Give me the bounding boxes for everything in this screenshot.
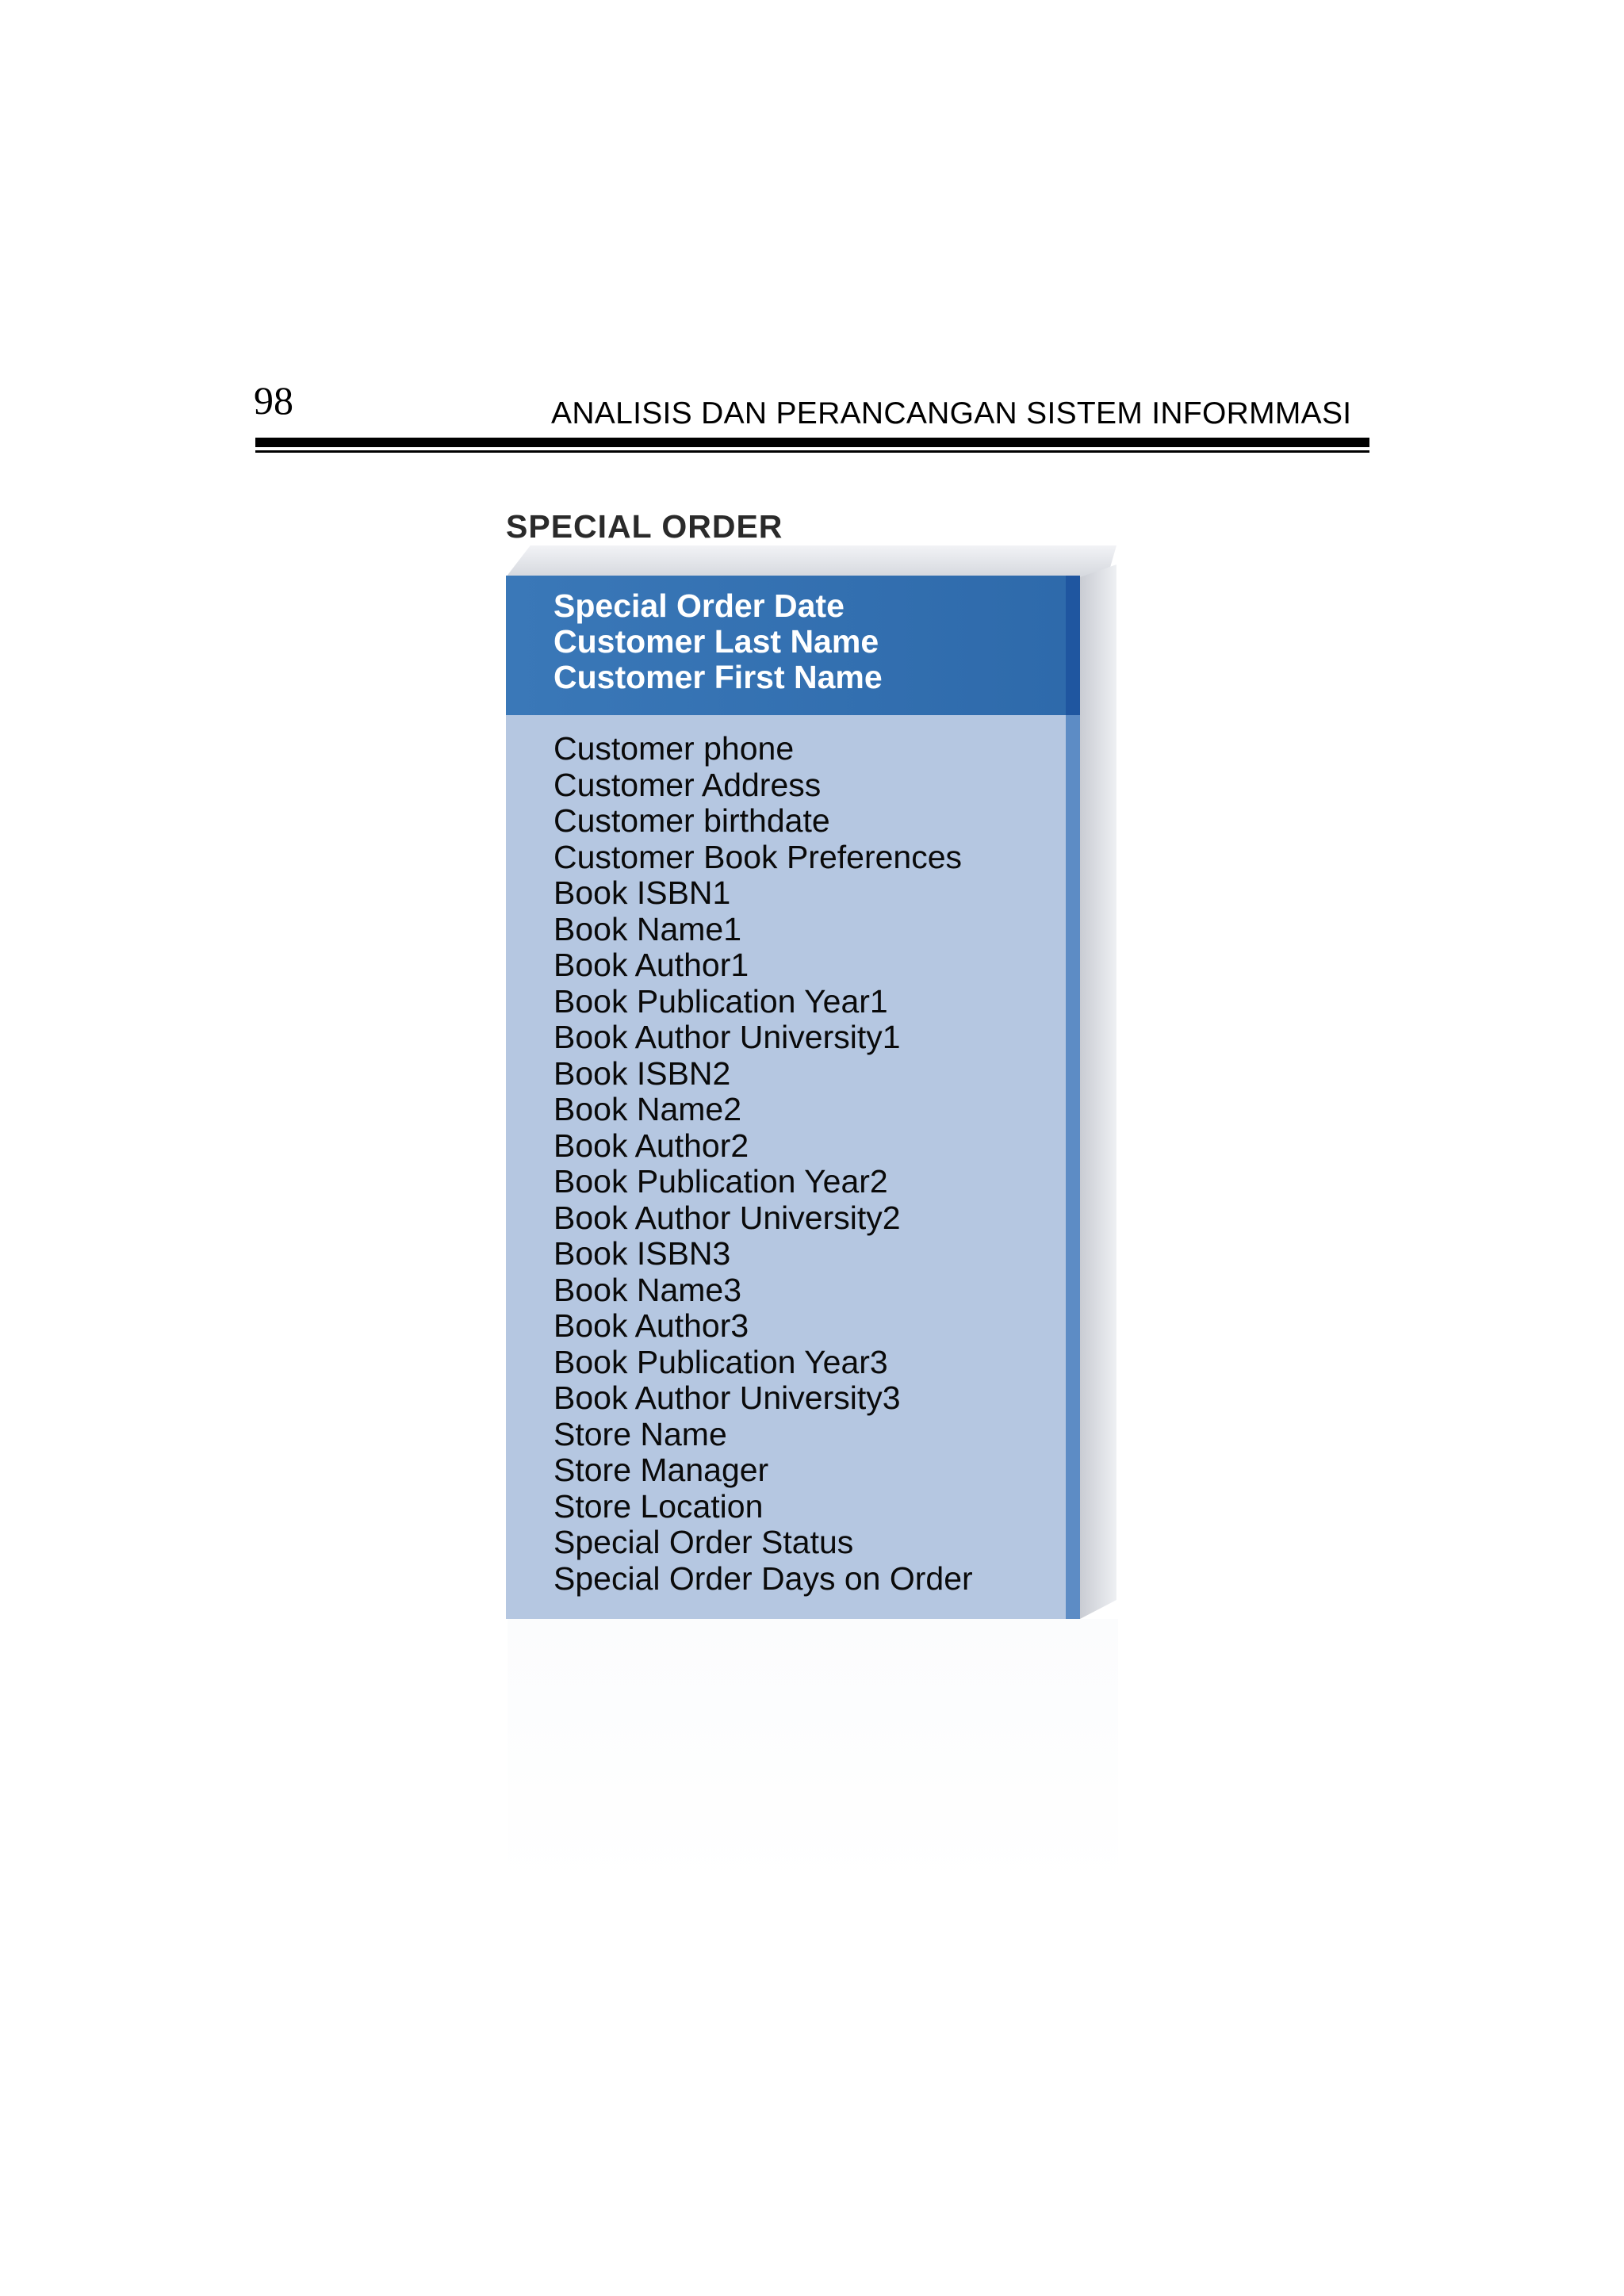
page-number: 98 [254,378,293,423]
attribute: Book ISBN2 [553,1054,731,1092]
attribute: Special Order Status [553,1524,854,1560]
primary-key-attribute: Special Order Date [553,587,845,624]
entity-box [506,576,1080,1619]
attribute: Book Author University2 [553,1199,901,1236]
entity-box-top-face [506,545,1116,577]
running-title: ANALISIS DAN PERANCANGAN SISTEM INFORMMASI [551,396,1352,430]
attribute: Book Name3 [553,1271,742,1308]
attribute: Store Name [553,1415,727,1452]
primary-key-attribute: Customer Last Name [553,623,879,660]
attribute: Customer Book Preferences [553,838,963,875]
attribute-section [506,715,1080,1619]
attribute: Customer birthdate [553,802,830,839]
attribute: Book Publication Year1 [553,982,888,1020]
attribute: Book Author1 [553,947,749,983]
attribute: Store Location [553,1487,764,1525]
attribute: Book ISBN3 [553,1235,731,1272]
attribute: Special Order Days on Order [553,1559,973,1597]
entity-box-side-face [1080,564,1116,1619]
attribute: Book Publication Year2 [553,1163,888,1200]
attribute: Customer phone [553,730,795,767]
attribute: Book Author3 [553,1307,749,1344]
attribute: Book ISBN1 [553,874,731,911]
header-rule-thin [255,450,1369,453]
attribute: Book Name2 [553,1091,742,1127]
attribute: Store Manager [553,1452,769,1488]
header-rule-thick [255,438,1369,447]
primary-key-section [506,576,1080,715]
attribute: Book Publication Year3 [553,1343,888,1380]
attribute: Book Author University3 [553,1380,901,1416]
box-shadow [508,1619,1118,2296]
attribute: Customer Address [553,766,822,803]
attribute: Book Author2 [553,1127,749,1164]
attribute: Book Author University1 [553,1019,901,1055]
attribute: Book Name1 [553,910,742,947]
entity-name: SPECIAL ORDER [506,508,783,545]
primary-key-attribute: Customer First Name [553,659,883,695]
